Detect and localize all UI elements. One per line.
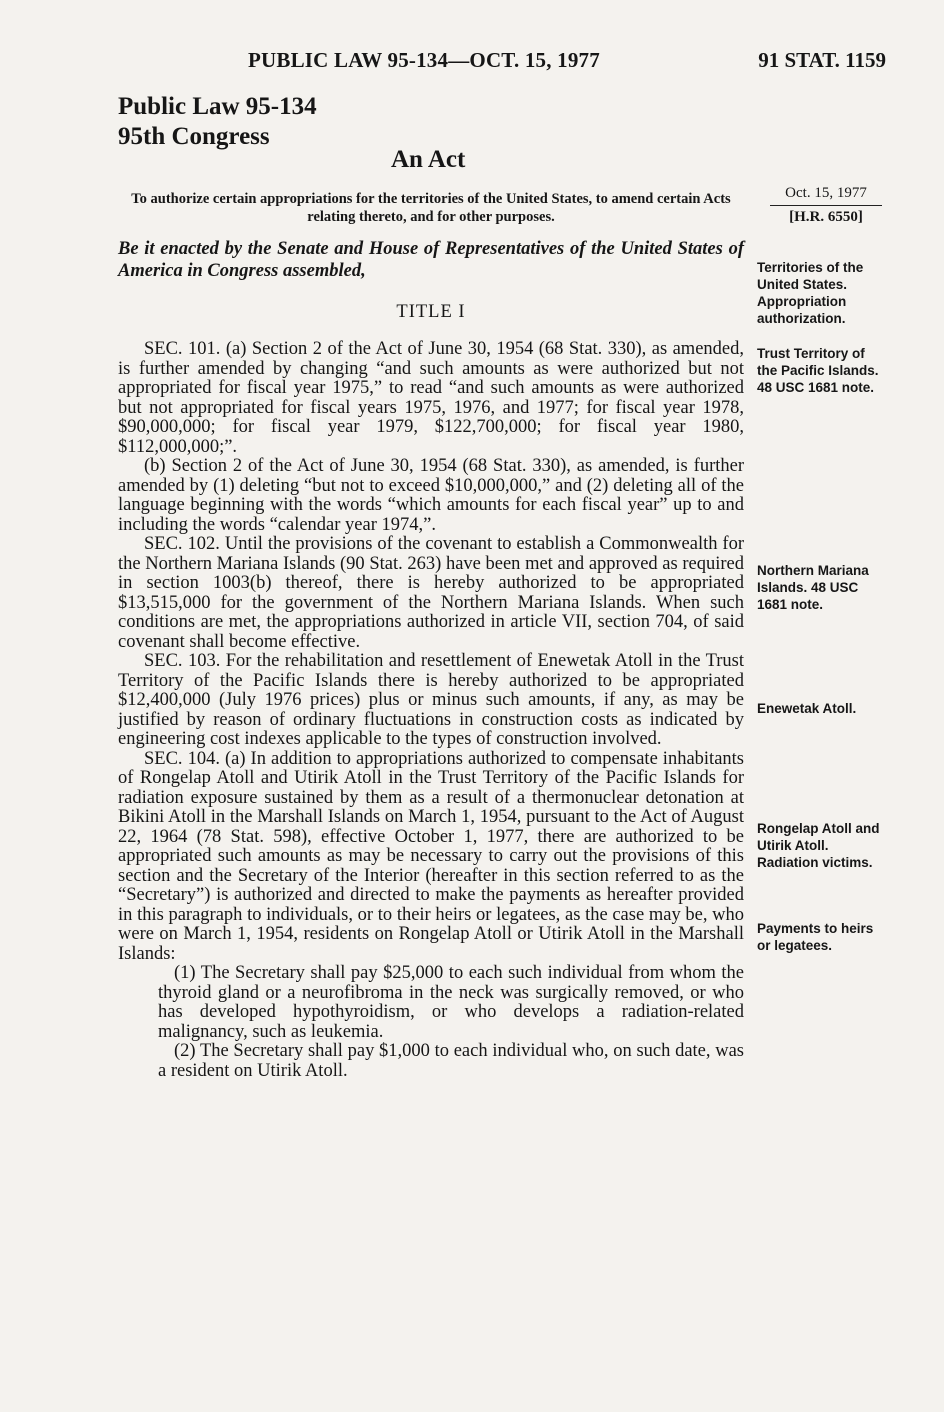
public-law-number: Public Law 95-134	[118, 93, 317, 120]
section-101-a: SEC. 101. (a) Section 2 of the Act of June 30, 1954 (68 Stat. 330), as amended, is further amended by changing “and such amounts as were authorized but not appropriated for fiscal year 1975,” to read “and such amounts as were authorized but not appropriated for fiscal years 1975, 1976, and 1977; for fiscal year 1978, $90,000,000; for fiscal year 1979, $122,700,000; for fiscal year 1980, $112,000,000;”.	[118, 339, 744, 457]
side-note-territories: Territories of the United States. Appropriation authorization.	[757, 260, 864, 326]
side-note-northern-mariana: Northern Mariana Islands. 48 USC 1681 note.	[757, 563, 869, 612]
congress-number: 95th Congress	[118, 123, 270, 150]
statute-page-number: 91 STAT. 1159	[758, 48, 886, 72]
title-heading: TITLE I	[396, 302, 466, 322]
bill-number: [H.R. 6550]	[789, 209, 863, 225]
long-title: To authorize certain appropriations for the territories of the United States, to amend certain Acts relating thereto, and for other purposes.	[131, 191, 731, 225]
statute-body	[118, 340, 744, 1081]
side-note-trust-territory: Trust Territory of the Pacific Islands. 48 USC 1681 note.	[757, 346, 879, 395]
section-101-b: (b) Section 2 of the Act of June 30, 1954 (68 Stat. 330), as amended, is further amended by (1) deleting “but not to exceed $10,000,000,” and (2) deleting all of the language beginning with the words “which amounts for each fiscal year” up to and including the words “calendar year 1974,”.	[118, 456, 744, 535]
enacting-clause: Be it enacted by the Senate and House of Representatives of the United States of America in Congress assembled,	[118, 239, 744, 281]
side-note-rongelap-utirik: Rongelap Atoll and Utirik Atoll. Radiation victims.	[757, 821, 880, 870]
section-104-a: SEC. 104. (a) In addition to appropriations authorized to compensate inhabitants of Rongelap Atoll and Utirik Atoll in the Trust Territory of the Pacific Islands for radiation exposure sustained by them as a result of a thermonuclear detonation at Bikini Atoll in the Marshall Islands on March 1, 1954, pursuant to the Act of August 22, 1964 (78 Stat. 598), effective October 1, 1977, there are authorized to be appropriated such amounts as may be necessary to carry out the provisions of this section and the Secretary of the Interior (hereafter in this section referred to as the “Secretary”) is authorized and directed to make the payments as hereafter provided in this paragraph to individuals, or to their heirs or legatees, as the case may be, who were on March 1, 1954, residents on Rongelap Atoll or Utirik Atoll in the Marshall Islands:	[118, 748, 744, 964]
running-head	[0, 44, 944, 74]
act-heading: An Act	[391, 146, 466, 173]
margin-date-block	[770, 182, 882, 228]
section-103: SEC. 103. For the rehabilitation and resettlement of Enewetak Atoll in the Trust Territory of the Pacific Islands there is hereby authorized to be appropriated $12,400,000 (July 1976 prices) plus or minus such amounts, if any, as may be justified by reason of ordinary fluctuations in construction costs as indicated by engineering cost indexes applicable to the types of construction involved.	[118, 651, 744, 749]
law-title-block	[118, 92, 317, 152]
side-note-enewetak: Enewetak Atoll.	[757, 701, 857, 716]
section-104-a-1: (1) The Secretary shall pay $25,000 to each such individual from whom the thyroid gland or a neurofibroma in the neck was surgically removed, or who has developed hypothyroidism, or who develops a radiation-related malignancy, such as leukemia.	[158, 963, 744, 1042]
section-104-a-2: (2) The Secretary shall pay $1,000 to each individual who, on such date, was a resident on Utirik Atoll.	[158, 1041, 744, 1081]
running-head-title: PUBLIC LAW 95-134—OCT. 15, 1977	[248, 48, 600, 72]
enactment-date: Oct. 15, 1977	[770, 182, 882, 206]
side-note-payments: Payments to heirs or legatees.	[757, 921, 874, 953]
section-102: SEC. 102. Until the provisions of the covenant to establish a Commonwealth for the Northern Mariana Islands (90 Stat. 263) have been met and approved as required in section 1003(b) thereof, there is hereby authorized to be appropriated $13,515,000 for the government of the Northern Mariana Islands. When such conditions are met, the appropriations authorized in article VII, section 704, of said covenant shall become effective.	[118, 534, 744, 652]
